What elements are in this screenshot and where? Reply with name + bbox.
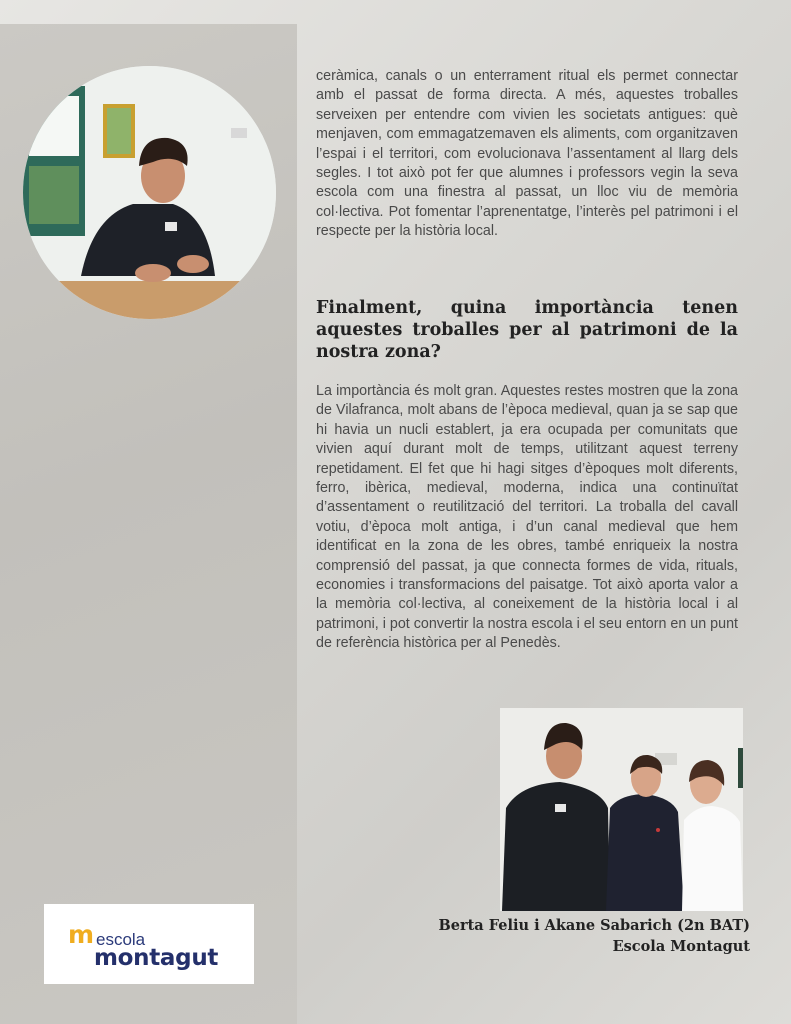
photo-caption-authors: Berta Feliu i Akane Sabarich (2n BAT) <box>438 917 750 934</box>
article-paragraph: La importància és molt gran. Aquestes restes mostren que la zona de Vilafranca, molt abans de l’època medieval, quan ja se sap que hi havia un nucli establert, ja era ocupada per comunitats que vivien aquí durant molt de temps, utilitzant aquest terreny repetidament. El fet que hi hagi sitges d’èpoques molt diferents, ferro, ibèrica, medieval, moderna, indica una continuïtat d’assentament o reutilització del territori. La troballa del cavall votiu, d’època molt antiga, i d’un canal medieval que hem identificat en la zona de les obres, també enriqueix la nostra comprensió del passat, ja que connecta formes de vida, rituals, economies i transformacions del paisatge. Tot això aporta valor a la memòria col·lectiva, al coneixement de la història local i al patrimoni, i pot convertir la nostra escola i el seu entorn en un punt de referència històrica per al Penedès. <box>316 383 738 652</box>
interview-question-heading: Finalment, quina importància tenen aquestes troballes per al patrimoni de la nostra zona? <box>316 298 738 362</box>
team-group-photo <box>500 708 743 911</box>
logo-line-1: escola <box>96 930 146 949</box>
article-paragraph: ceràmica, canals o un enterrament ritual els permet connectar amb el passat de forma directa. A més, aquestes troballes serveixen per entendre com vivien les societats antigues: què menjaven, com emmagatzemaven els aliments, com organitzaven l’espai i el territori, com evolucionava l’assentament al llarg dels segles. I tot això pot fer que alumnes i professors vegin la seva escola com una finestra al passat, un lloc viu de memòria col·lectiva. Pot fomentar l’aprenentatge, l’interès pel patrimoni i el respecte per la història local. <box>316 68 738 240</box>
interviewee-portrait-photo <box>23 66 276 319</box>
logo-line-2: montagut <box>94 945 219 971</box>
logo-mark: m <box>68 920 95 949</box>
photo-caption-school: Escola Montagut <box>612 938 750 955</box>
school-logo <box>44 904 254 984</box>
